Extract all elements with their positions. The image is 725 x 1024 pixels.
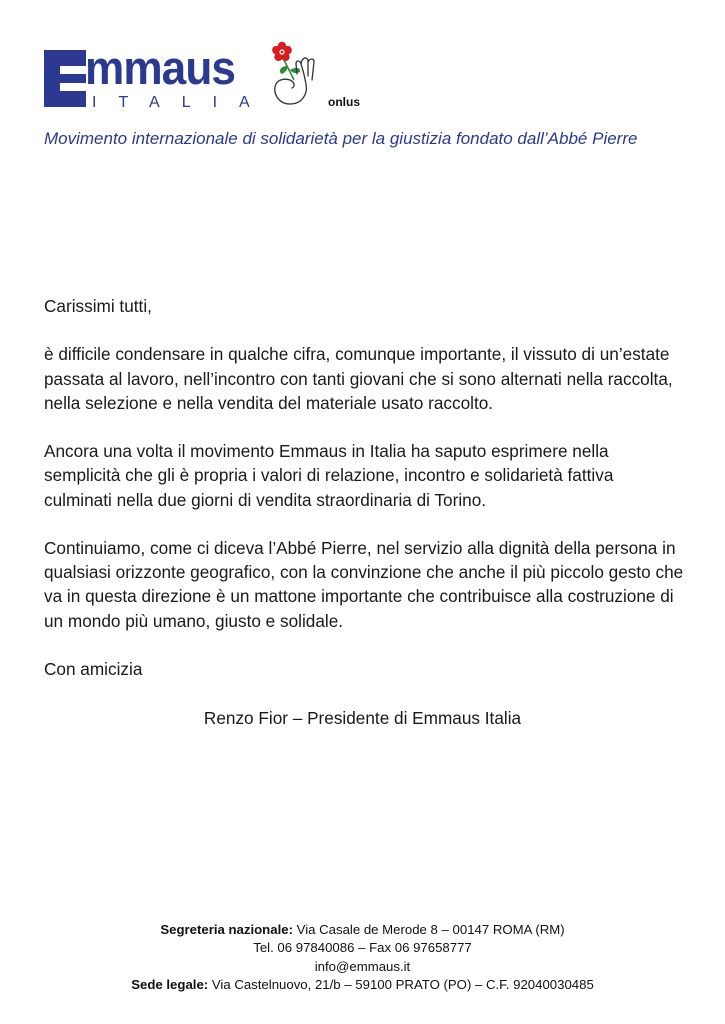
greeting: Carissimi tutti, [44, 296, 152, 316]
footer-sede-legale [0, 976, 725, 994]
emmaus-logo [44, 40, 384, 116]
letter-body [44, 294, 684, 705]
signature: Renzo Fior – Presidente di Emmaus Italia [203, 708, 522, 728]
footer-phone-fax: Tel. 06 97840086 – Fax 06 97658777 [253, 940, 472, 956]
segreteria-label: Segreteria nazionale: [160, 922, 293, 937]
logo-initial-e [44, 50, 86, 107]
hand-holding-flower-icon [268, 40, 322, 108]
logo-country: ITALIA [92, 94, 272, 111]
paragraph: Ancora una volta il movimento Emmaus in Italia ha saputo esprimere nella semplicità che gli è propria i valori di relazione, incontro e solidarietà fattiva culminati nella due giorni di vendita straordinaria di Torino. [44, 441, 614, 510]
footer [0, 921, 725, 995]
footer-segreteria [0, 921, 725, 939]
closing: Con amicizia [44, 658, 143, 679]
tagline: Movimento internazionale di solidarietà per la giustizia fondato dall’Abbé Pierre [44, 129, 638, 148]
paragraph: Continuiamo, come ci diceva l’Abbé Pierre, nel servizio alla dignità della persona in qualsiasi orizzonte geografico, con la convinzione che anche il più piccolo gesto che va in questa direzione è un mattone importante che contribuisce alla costruzione di un mondo più umano, giusto e solidale. [44, 537, 684, 631]
paragraph: è difficile condensare in qualche cifra, comunque importante, il vissuto di un’estate passata al lavoro, nell’incontro con tanti giovani che si sono alternati nella raccolta, nella selezione e nella vendita del materiale usato raccolto. [44, 344, 673, 413]
sede-label: Sede legale: [131, 977, 209, 993]
logo-onlus: onlus [328, 95, 360, 109]
footer-email[interactable]: info@emmaus.it [314, 958, 411, 974]
logo-wordmark: mmaus [85, 41, 236, 94]
sede-address: Via Castelnuovo, 21/b – 59100 PRATO (PO) – C.F. 92040030485 [208, 977, 594, 993]
segreteria-address: Via Casale de Merode 8 – 00147 ROMA (RM) [292, 922, 565, 937]
